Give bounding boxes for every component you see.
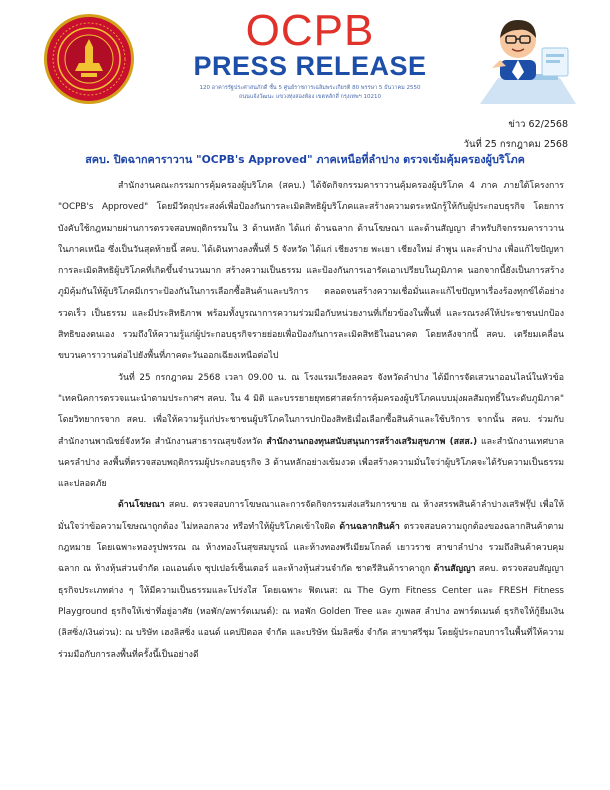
paragraph-1: สำนักงานคณะกรรมการคุ้มครองผู้บริโภค (สคบ.) ได้จัดกิจกรรมคาราวานคุ้มครองผู้บริโภค 4 ภาค ภายใต้โครงการ "OCPB's Approved" โดยมีวัตถุประสงค์เพื่อป้องกันการละเมิดสิทธิผู้บริโภคและสร้างความตระหนักรู้ให้กับผู้ประกอบธุรกิจ โดยการบังคับใช้กฎหมายผ่านการตรวจสอบพฤติกรรมใน 3 ด้านหลัก ได้แก่ ด้านฉลาก ด้านโฆษณา และด้านสัญญา สำหรับกิจกรรมคาราวานในภาคเหนือ ซึ่งเป็นวันสุดท้ายนี้ สคบ. ได้เดินทางลงพื้นที่ 5 จังหวัด ได้แก่ เชียงราย พะเยา เชียงใหม่ ลำพูน และลำปาง เพื่อแก้ไขปัญหาการละเมิดสิทธิผู้บริโภคที่เกิดขึ้นจำนวนมาก สร้างความเป็นธรรม และป้องกันการเอารัดเอาเปรียบในภูมิภาค นอกจากนี้ยังเป็นการสร้างภูมิคุ้มกันให้ผู้บริโภคมีเกราะป้องกันในการเลือกซื้อสินค้าและบริการ ตลอดจนสร้างความเชื่อมั่นและแก้ไขปัญหาเรื่องร้องทุกข์ได้อย่างรวดเร็ว เป็นธรรม และมีประสิทธิภาพ พร้อมทั้งบูรณาการความร่วมมือกับหน่วยงานที่เกี่ยวข้องในพื้นที่ และรณรงค์ให้ประชาชนปกป้องสิทธิของตนเอง รวมถึงให้ความรู้แก่ผู้ประกอบธุรกิจรายย่อยเพื่อป้องกันการละเมิดสิทธิในอนาคต โดยหลังจากนี้ สคบ. เตรียมเคลื่อนขบวนคาราวานต่อไปยังพื้นที่ภาคตะวันออกเฉียงเหนือต่อไป xyxy=(58,181,564,362)
paragraph-3-bold-contract: ด้านสัญญา xyxy=(433,564,476,575)
mascot-officer-icon xyxy=(478,8,578,108)
brand-title: OCPB xyxy=(245,6,375,55)
paragraph-3-text-c: สคบ. ตรวจสอบสัญญาธุรกิจประเภทต่าง ๆ ให้มีความเป็นธรรมและโปร่งใส โดยเฉพาะ ฟิตเนส: ณ The Gym Fitness Center และ FRESH Fitness Playground ธุรกิจให้เช่าที่อยู่อาศัย (หอพัก/อพาร์ตเมนต์): ณ หอพัก Golden Tree และ ภูเพลส ลำปาง อพาร์ตเมนต์ ธุรกิจให้กู้ยืมเงิน (ลิสซิ่ง/เงินด่วน): ณ บริษัท เฮงลิสซิ่ง แอนด์ แคปปิตอล จำกัด และบริษัท นิ่มลิสซิ่ง จำกัด สาขาศรีชุม โดยผู้ประกอบการในพื้นที่ให้ความร่วมมือกับการลงพื้นที่ครั้งนี้เป็นอย่างดี xyxy=(58,564,564,660)
press-release-title: PRESS RELEASE xyxy=(193,51,427,81)
paragraph-3-bold-advertising: ด้านโฆษณา xyxy=(118,500,165,511)
address xyxy=(150,84,470,102)
paragraph-2 xyxy=(58,368,564,496)
release-meta xyxy=(464,115,568,155)
ocpb-seal-icon xyxy=(44,14,134,104)
release-date: วันที่ 25 กรกฎาคม 2568 xyxy=(463,139,568,150)
article-body xyxy=(58,176,564,666)
paragraph-2-text-a: วันที่ 25 กรกฎาคม 2568 เวลา 09.00 น. ณ โรงแรมเวียงลคอร จังหวัดลำปาง ได้มีการจัดเสวนาออนไลน์ในหัวข้อ "เทคนิคการตรวจแนะนำตามประกาศฯ สคบ. ใน 4 มิติ และบรรยายยุทธศาสตร์การคุ้มครองผู้บริโภคแบบมุ่งผลสัมฤทธิ์ในระดับภูมิภาค" โดยวิทยากรจาก สคบ. เพื่อให้ความรู้แก่ประชาชนผู้บริโภคในการปกป้องสิทธิเมื่อเลือกซื้อสินค้าและใช้บริการ จากนั้น สคบ. ร่วมกับสำนักงานพาณิชย์จังหวัด สำนักงานสาธารณสุขจังหวัด xyxy=(58,372,564,447)
paragraph-3-bold-label: ด้านฉลากสินค้า xyxy=(339,521,400,532)
headline: สคบ. ปิดฉากคาราวาน "OCPB's Approved" ภาคเหนือที่ลำปาง ตรวจเข้มคุ้มครองผู้บริโภค xyxy=(85,153,525,166)
header xyxy=(0,0,610,112)
paragraph-2-bold: สำนักงานกองทุนสนับสนุนการสร้างเสริมสุขภาพ (สสส.) xyxy=(266,436,478,447)
address-line-1: 120 อาคารรัฐประศาสนภักดี ชั้น 5 ศูนย์ราชการเฉลิมพระเกียรติ 80 พรรษา 5 ธันวาคม 2550 xyxy=(199,85,421,91)
paragraph-2-text-b: และสำนักงานเทศบาลนครลำปาง ลงพื้นที่ตรวจสอบพฤติกรรมผู้ประกอบธุรกิจ 3 ด้านหลักอย่างเข้มงวด เพื่อสร้างความมั่นใจว่าผู้บริโภคจะได้รับความเป็นธรรมและปลอดภัย xyxy=(58,436,564,490)
paragraph-3 xyxy=(58,495,564,665)
release-number: ข่าว 62/2568 xyxy=(508,119,568,130)
paragraph-3-text-b: ตรวจสอบความถูกต้องของฉลากสินค้าตามกฎหมาย โดยเฉพาะทองรูปพรรณ ณ ห้างทองโนสุขสมบูรณ์ และห้างทองพรีเมียมโกลด์ เยาวราช สาขาลำปาง รวมถึงสินค้าควบคุมฉลาก ณ ห้างหุ้นส่วนจำกัด เอแอนด์เจ ซุปเปอร์เซ็นเตอร์ และห้างหุ้นส่วนจำกัด ชาตรีสินค้าราคาถูก xyxy=(58,521,564,575)
paragraph-3-text-a: สคบ. ตรวจสอบการโฆษณาและการจัดกิจกรรมส่งเสริมการขาย ณ ห้างสรรพสินค้าลำปางเสริฟรุ๊ป เพื่อให้มั่นใจว่าข้อความโฆษณาถูกต้อง ไม่หลอกลวง หรือทำให้ผู้บริโภคเข้าใจผิด xyxy=(58,500,564,532)
address-line-2: ถนนแจ้งวัฒนะ แขวงทุ่งสองห้อง เขตหลักสี่ กรุงเทพฯ 10210 xyxy=(239,94,381,100)
